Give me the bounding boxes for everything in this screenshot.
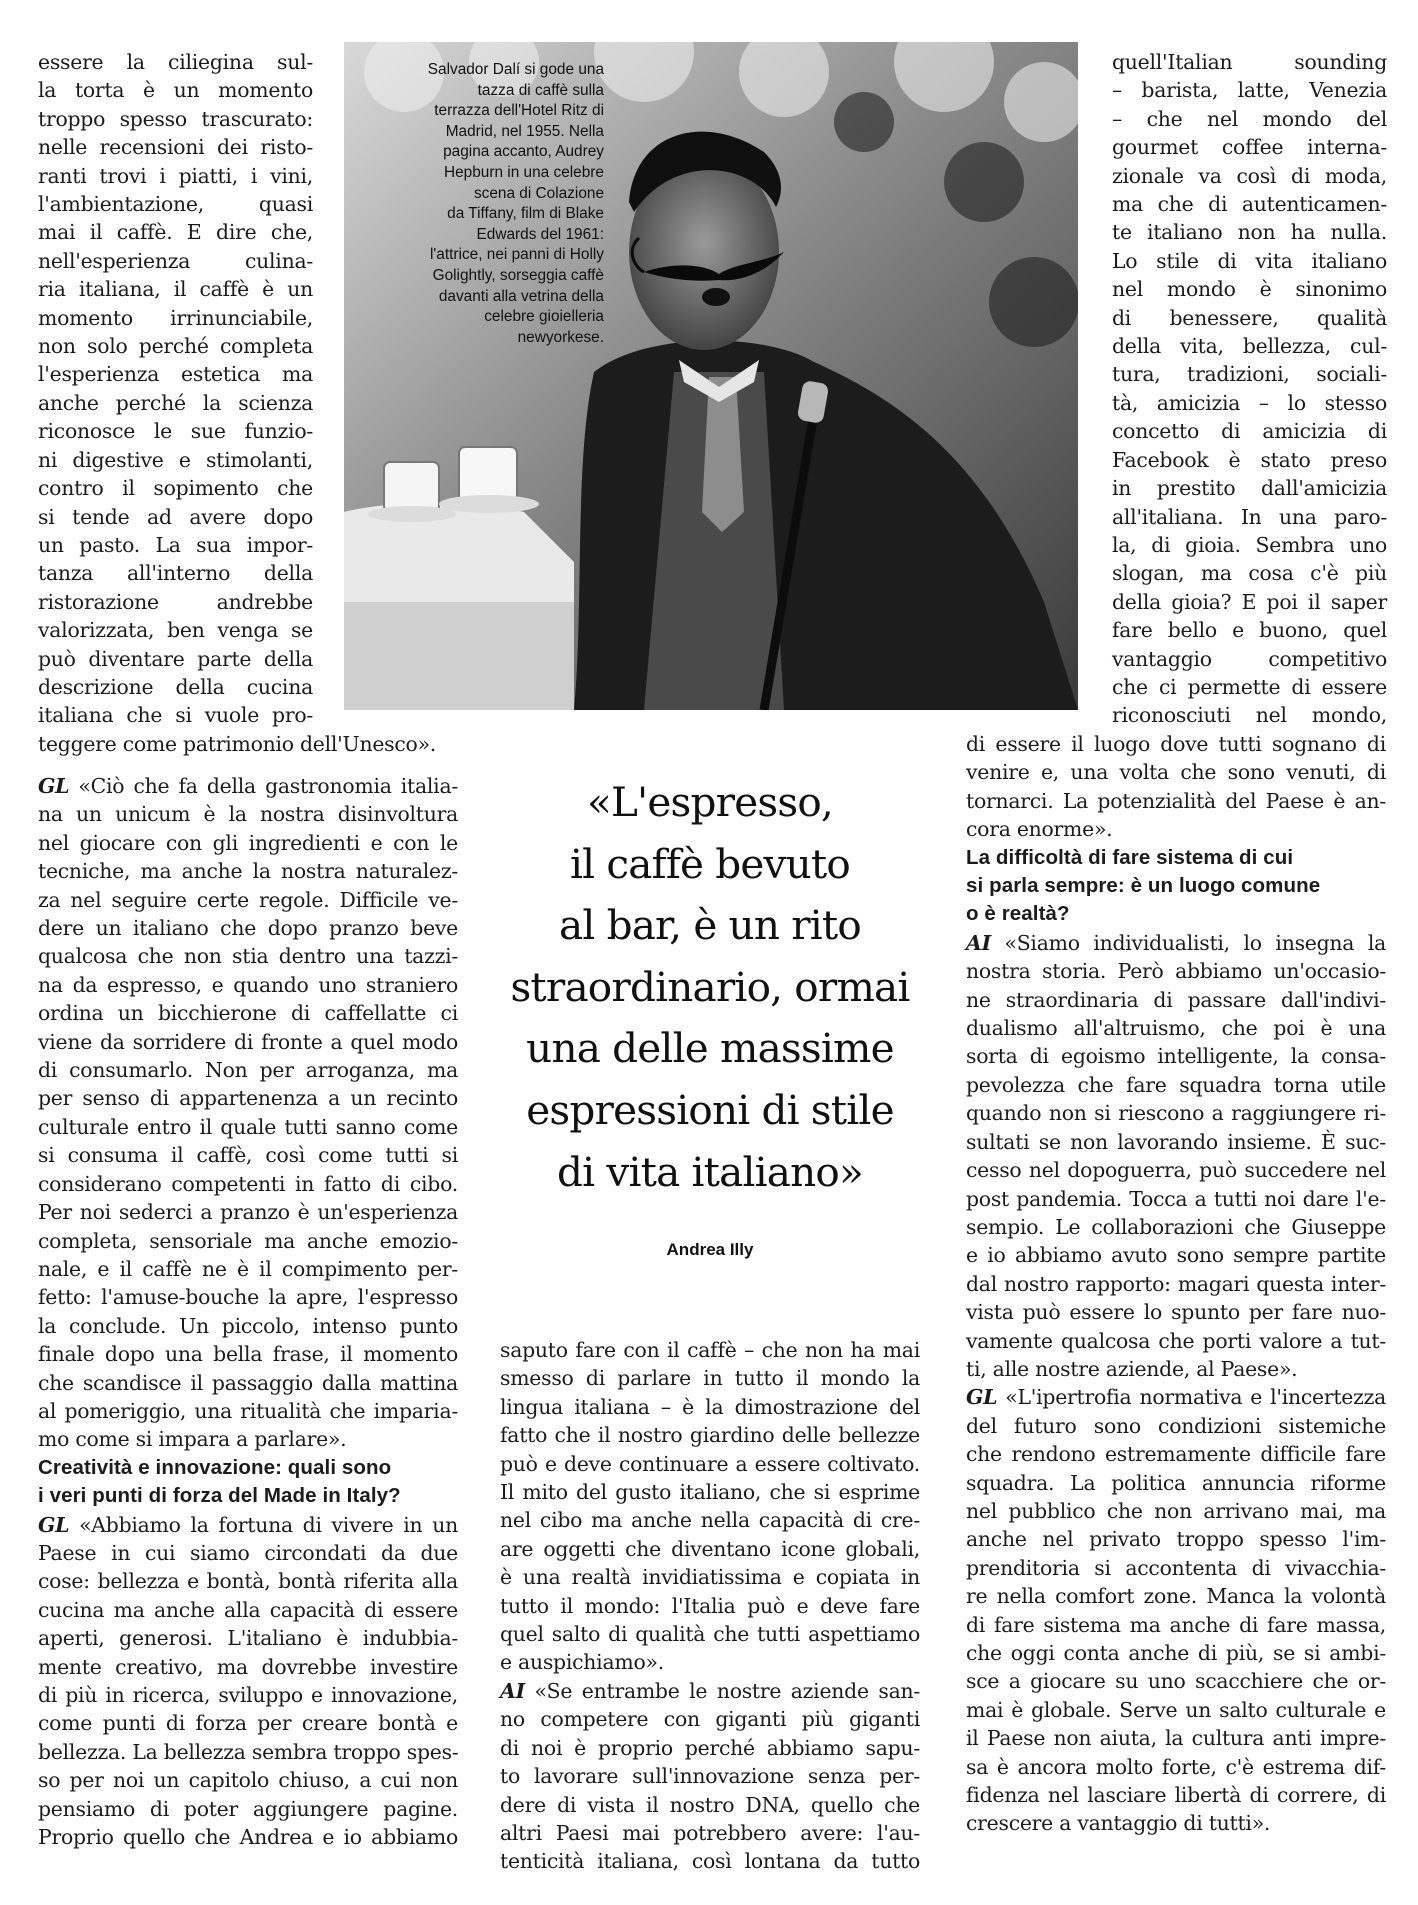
caption-line: tazza di caffè sulla: [477, 81, 604, 99]
text-line: la torta è un momento: [38, 78, 313, 103]
interview-question: si parla sempre: è un luogo comune: [966, 874, 1321, 898]
caption-line: pagina accanto, Audrey: [443, 143, 604, 161]
text-line: qualcosa che non stia dentro una tazzi-: [38, 944, 458, 969]
text-line: to lavorare sull'innovazione senza per-: [500, 1764, 920, 1789]
text-line: può diventare parte della: [38, 646, 313, 671]
text-line: sempio. Le collaborazioni che Giuseppe: [966, 1214, 1386, 1239]
text-line: nel mondo è sinonimo: [1112, 277, 1387, 302]
text-line: dere un italiano che dopo pranzo beve: [38, 916, 458, 941]
text-line: fetto: l'amuse-bouche la apre, l'espresso: [38, 1285, 458, 1310]
text-line: – barista, latte, Venezia: [1112, 78, 1387, 103]
text-fragment: «Abbiamo la fortuna di vivere in un: [79, 1512, 458, 1537]
text-line: di noi è proprio perché abbiamo sapu-: [500, 1735, 920, 1760]
interview-question: o è realtà?: [966, 902, 1070, 926]
column-1-bottom: [38, 772, 458, 1851]
text-line: mente creativo, ma dovrebbe investire: [38, 1654, 458, 1679]
text-line: fidenza nel lasciare libertà di correre, di: [966, 1783, 1386, 1808]
text-line: il Paese non aiuta, la cultura anti impre-: [966, 1726, 1386, 1751]
text-line: ordina un bicchierone di caffellatte ci: [38, 1001, 458, 1026]
text-line: zionale va così di moda,: [1112, 163, 1387, 188]
caption-line: celebre gioielleria: [484, 308, 604, 326]
pull-quote-line: al bar, è un rito: [559, 901, 861, 950]
text-line: di fare sistema ma anche di fare massa,: [966, 1612, 1386, 1637]
text-line: che ci permette di essere: [1112, 674, 1387, 699]
text-line: tà, amicizia – lo stesso: [1112, 390, 1387, 415]
text-line: l'ambientazione, quasi: [38, 192, 313, 217]
text-line: prenditoria si accontenta di vivacchia-: [966, 1555, 1386, 1580]
text-line: al pomeriggio, una ritualità che imparia-: [38, 1398, 458, 1423]
pull-quote-line: il caffè bevuto: [570, 839, 850, 888]
text-line: di consumarlo. Non per arroganza, ma: [38, 1058, 458, 1083]
text-line: e auspichiamo».: [500, 1650, 664, 1675]
text-line: la, di gioia. Sembra uno: [1112, 532, 1387, 557]
text-line: viene da sorridere di fronte a quel modo: [38, 1029, 458, 1054]
speaker-label: AI: [500, 1678, 525, 1703]
text-line: venire e, una volta che sono venuti, di: [966, 760, 1386, 785]
text-line: di più in ricerca, sviluppo e innovazione,: [38, 1683, 458, 1707]
text-line: crescere a vantaggio di tutti».: [966, 1811, 1271, 1836]
text-line: nelle recensioni dei risto-: [38, 135, 313, 160]
text-line: [38, 772, 458, 800]
pull-quote-line: una delle massime: [526, 1024, 894, 1073]
caption-line: newyorkese.: [517, 328, 604, 346]
text-line: sce a giocare su uno scacchiere che or-: [966, 1669, 1386, 1694]
text-line: cose: bellezza e bontà, bontà riferita alla: [38, 1569, 458, 1594]
text-line: del futuro sono condizioni sistemiche: [966, 1413, 1386, 1438]
text-line: culturale entro il quale tutti sanno come: [38, 1114, 458, 1139]
text-line: fare bello e buono, quel: [1112, 618, 1387, 643]
text-line: della vita, bellezza, cul-: [1112, 334, 1387, 359]
text-line: ristorazione andrebbe: [38, 589, 313, 614]
text-line: italiana che si vuole pro-: [38, 703, 313, 728]
text-line: nel cibo ma anche nella capacità di cre-: [500, 1508, 920, 1533]
text-line: pensiamo di poter aggiungere pagine.: [38, 1796, 458, 1821]
column-3-top: [1112, 48, 1387, 730]
text-line: tenticità italiana, così lontana da tutto: [500, 1849, 920, 1874]
pull-quote-author: Andrea Illy: [666, 1240, 754, 1259]
text-line: nell'esperienza culina-: [38, 248, 313, 273]
text-fragment: «Siamo individualisti, lo insegna la: [1004, 930, 1386, 955]
text-line: saputo fare con il caffè – che non ha mai: [500, 1338, 920, 1362]
text-line: aperti, generosi. L'italiano è indubbia-: [38, 1626, 458, 1651]
text-line: tanza all'interno della: [38, 561, 313, 586]
caption-line: l'attrice, nei panni di Holly: [429, 246, 604, 264]
text-line: sultati se non lavorando insieme. È suc-: [966, 1129, 1386, 1154]
text-line: cucina ma anche alla capacità di essere: [38, 1597, 458, 1622]
text-line: anche perché la scienza: [38, 390, 313, 415]
text-line: post pandemia. Tocca a tutti noi dare l'e-: [966, 1186, 1386, 1211]
text-line: Paese in cui siamo circondati da due: [38, 1540, 458, 1565]
text-line: te italiano non ha nulla.: [1112, 220, 1387, 245]
text-line: ne straordinaria di passare dall'indivi-: [966, 987, 1386, 1012]
caption-line: da Tiffany, film di Blake: [447, 205, 604, 223]
text-line: quel salto di qualità che tutti aspettiamo: [500, 1622, 920, 1647]
caption-line: scena di Colazione: [473, 184, 604, 202]
text-line: Lo stile di vita italiano: [1112, 248, 1387, 273]
text-line: sa è ancora molto forte, c'è estrema dif-: [966, 1754, 1386, 1779]
text-line: per senso di appartenenza a un recinto: [38, 1086, 458, 1111]
text-line: ni digestive e stimolanti,: [38, 447, 313, 472]
text-line: non solo perché completa: [38, 334, 313, 359]
text-line: concetto di amicizia di: [1112, 419, 1387, 444]
text-line: Facebook è stato preso: [1112, 447, 1387, 472]
text-line: na da espresso, e quando uno straniero: [38, 972, 458, 997]
text-line: Per noi sederci a pranzo è un'esperienza: [38, 1200, 458, 1225]
text-line: dal nostro rapporto: magari questa inter-: [966, 1271, 1386, 1296]
text-line: tecniche, ma anche la nostra naturalez-: [38, 859, 458, 884]
column-2: [500, 1336, 920, 1876]
text-line: riconosce le sue funzio-: [38, 419, 313, 444]
text-line: squadra. La politica annuncia riforme: [966, 1470, 1386, 1495]
text-line: riconosciuti nel mondo,: [1112, 703, 1387, 728]
text-line: slogan, ma cosa c'è più: [1112, 561, 1387, 586]
text-line: so per noi un capitolo chiuso, a cui non: [38, 1768, 458, 1793]
text-fragment: «Se entrambe le nostre aziende san-: [534, 1678, 920, 1703]
pull-quote-line: di vita italiano»: [557, 1147, 863, 1196]
text-line: – che nel mondo del: [1112, 106, 1387, 131]
text-line: e io abbiamo avuto sono sempre partite: [966, 1243, 1386, 1268]
text-line: mo come si impara a parlare».: [38, 1427, 347, 1452]
text-line: può e deve continuare a essere coltivato.: [500, 1451, 920, 1476]
text-line: nostra storia. Però abbiamo un'occasio-: [966, 959, 1386, 984]
text-line: smesso di parlare in tutto il mondo la: [500, 1366, 920, 1391]
caption-line: Edwards del 1961:: [476, 225, 604, 243]
text-line: Il mito del gusto italiano, che si esprime: [500, 1480, 920, 1505]
text-line: quando non si riescono a raggiungere ri-: [966, 1101, 1386, 1126]
text-line: altri Paesi mai potrebbero avere: l'au-: [500, 1820, 920, 1845]
text-line: all'italiana. In una paro-: [1112, 504, 1387, 529]
caption-line: Hepburn in una celebre: [443, 163, 604, 181]
text-line: di essere il luogo dove tutti sognano di: [966, 732, 1386, 756]
text-line: mai è globale. Serve un salto culturale e: [966, 1697, 1386, 1722]
text-line: [966, 929, 1386, 957]
text-line: come punti di forza per creare bontà e: [38, 1711, 458, 1736]
text-line: in prestito dall'amicizia: [1112, 476, 1387, 501]
text-line: re nella comfort zone. Manca la volontà: [966, 1584, 1386, 1609]
pull-quote-line: «L'espresso,: [586, 778, 834, 826]
text-line: fatto che il nostro giardino delle bellezze: [500, 1423, 920, 1448]
text-line: mai il caffè. E dire che,: [38, 220, 313, 245]
text-line: considerano competenti in fatto di cibo.: [38, 1171, 458, 1196]
text-line: tura, tradizioni, sociali-: [1112, 362, 1387, 387]
text-line: nel giocare con gli ingredienti e con le: [38, 830, 458, 855]
text-line: l'esperienza estetica ma: [38, 362, 313, 387]
text-line: la conclude. Un piccolo, intenso punto: [38, 1313, 458, 1338]
text-line: valorizzata, ben venga se: [38, 618, 313, 643]
text-line: vista può essere lo spunto per fare nuo-: [966, 1300, 1386, 1325]
text-line: vantaggio competitivo: [1112, 646, 1387, 671]
text-line: ria italiana, il caffè è un: [38, 277, 313, 302]
text-line: che oggi conta anche di più, se si ambi-: [966, 1641, 1386, 1665]
text-line: vamente qualcosa che porti valore a tut-: [966, 1328, 1386, 1353]
text-line: nale, e il caffè ne è il compimento per-: [38, 1256, 458, 1281]
pull-quote-line: straordinario, ormai: [510, 962, 910, 1011]
text-line: completa, sensoriale ma anche emozio-: [38, 1228, 458, 1253]
text-line: sorta di egoismo intelligente, la consa-: [966, 1044, 1386, 1069]
text-line: gourmet coffee interna-: [1112, 135, 1387, 160]
text-line: ma che di autenticamen-: [1112, 192, 1387, 217]
text-line: dere di vista il nostro DNA, quello che: [500, 1792, 920, 1817]
caption-line: Madrid, nel 1955. Nella: [445, 122, 604, 140]
text-line: Proprio quello che Andrea e io abbiamo: [38, 1825, 458, 1850]
text-line: cora enorme».: [966, 817, 1113, 842]
text-line: nel pubblico che non arrivano mai, ma: [966, 1498, 1386, 1523]
text-line: cesso nel dopoguerra, può succedere nel: [966, 1158, 1386, 1183]
text-line: [500, 1677, 920, 1705]
text-line: finale dopo una bella frase, il momento: [38, 1342, 458, 1367]
text-line: tornarci. La potenzialità del Paese è an-: [966, 788, 1386, 813]
column-3-bottom: [966, 730, 1386, 1838]
text-fragment: «Ciò che fa della gastronomia italia-: [78, 774, 458, 798]
text-line: dualismo all'altruismo, che poi è una: [966, 1016, 1386, 1041]
photo-caption: [344, 60, 604, 348]
interview-question: La difficoltà di fare sistema di cui: [966, 845, 1294, 869]
text-line: ti, alle nostre aziende, al Paese».: [966, 1356, 1298, 1381]
speaker-label: GL: [38, 1512, 70, 1537]
text-line: troppo spesso trascurato:: [38, 106, 313, 131]
text-line: bellezza. La bellezza sembra troppo spes-: [38, 1739, 459, 1764]
text-line: contro il sopimento che: [38, 476, 313, 501]
interview-question: Creatività e innovazione: quali sono: [38, 1455, 392, 1479]
interview-question: i veri punti di forza del Made in Italy?: [38, 1484, 401, 1508]
speaker-label: GL: [38, 774, 70, 798]
text-line: un pasto. La sua impor-: [38, 532, 313, 557]
text-line: descrizione della cucina: [38, 674, 313, 699]
caption-line: davanti alla vetrina della: [438, 287, 604, 305]
text-line: [966, 1383, 1386, 1411]
text-line: pevolezza che fare squadra torna utile: [966, 1072, 1386, 1097]
text-line: za nel seguire certe regole. Difficile ve-: [38, 887, 458, 912]
caption-line: Golightly, sorseggia caffè: [432, 266, 604, 284]
text-fragment: «L'ipertrofia normativa e l'incertezza: [1005, 1385, 1386, 1410]
text-line: essere la ciliegina sul-: [38, 50, 313, 74]
text-line: na un unicum è la nostra disinvoltura: [38, 802, 458, 827]
text-line: si consuma il caffè, così come tutti si: [38, 1143, 458, 1168]
speaker-label: AI: [966, 930, 991, 955]
text-line: è una realtà invidiatissima e copiata in: [500, 1565, 920, 1590]
caption-line: Salvador Dalí si gode una: [427, 61, 604, 78]
text-line: momento irrinunciabile,: [38, 305, 313, 330]
caption-line: terrazza dell'Hotel Ritz di: [434, 102, 604, 120]
text-line: ranti trovi i piatti, i vini,: [38, 163, 313, 188]
speaker-label: GL: [966, 1385, 998, 1410]
text-line: teggere come patrimonio dell'Unesco».: [38, 731, 437, 756]
pull-quote-line: espressioni di stile: [526, 1085, 894, 1134]
text-line: no competere con giganti più giganti: [500, 1707, 920, 1732]
text-line: quell'Italian sounding: [1112, 50, 1387, 74]
text-line: are oggetti che diventano icone globali,: [500, 1536, 920, 1561]
column-1-top: [38, 48, 437, 758]
text-line: tutto il mondo: l'Italia può e deve fare: [500, 1593, 920, 1618]
text-line: di benessere, qualità: [1112, 305, 1387, 330]
text-line: si tende ad avere dopo: [38, 504, 313, 529]
text-line: che rendono estremamente difficile fare: [966, 1442, 1386, 1467]
text-line: che scandisce il passaggio dalla mattina: [38, 1370, 458, 1395]
pull-quote: [490, 772, 930, 1203]
text-line: lingua italiana – è la dimostrazione del: [500, 1394, 920, 1419]
text-line: anche nel privato troppo spesso l'im-: [966, 1527, 1386, 1552]
text-line: della gioia? E poi il saper: [1112, 589, 1387, 614]
text-line: [38, 1511, 458, 1539]
